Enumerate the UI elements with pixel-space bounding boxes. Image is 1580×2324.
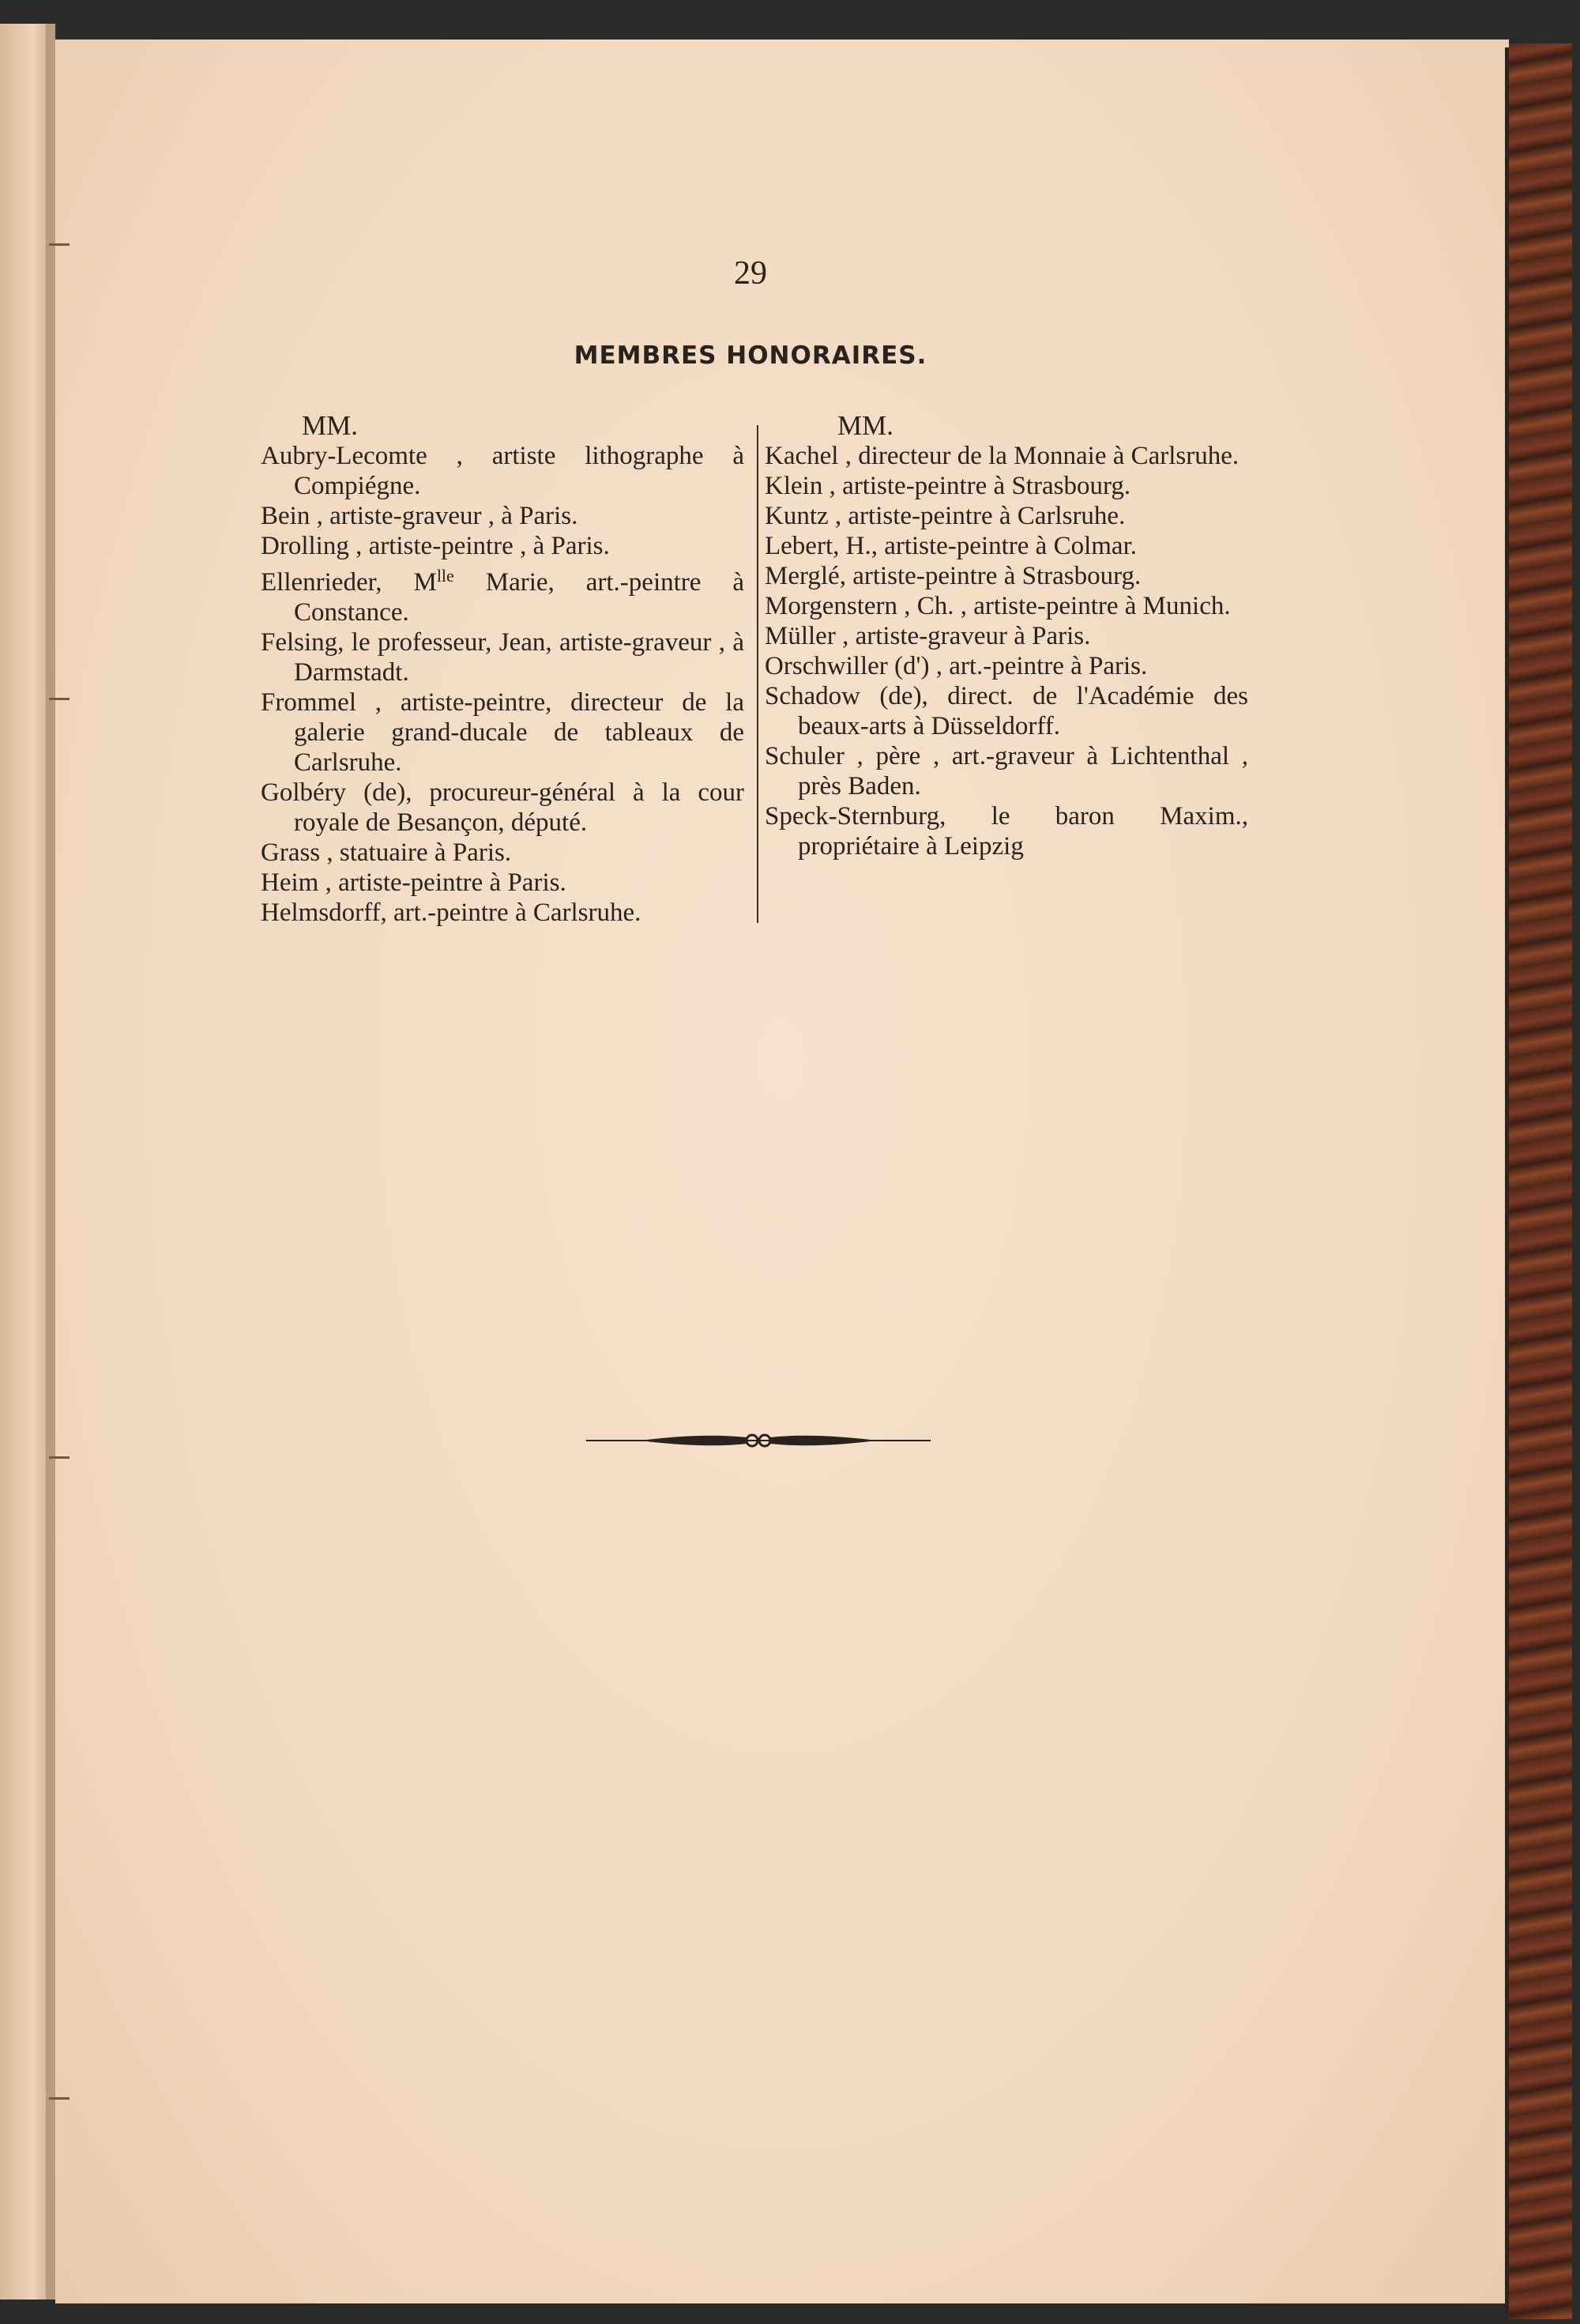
member-entry: Bein , artiste-graveur , à Paris. [261,502,578,530]
member-entry: Klein , artiste-peintre à Strasbourg. [765,472,1131,500]
member-entry: Drolling , artiste-peintre , à Paris. [261,532,610,560]
binding-stitch [49,698,70,708]
member-entry: Müller , artiste-graveur à Paris. [765,622,1091,650]
member-entry: Schadow (de), direct. de l'Académie des beaux-arts à Düsseldorff. [765,682,1248,740]
book-page [55,40,1509,2303]
left-member-column [261,411,744,928]
right-column-heading: MM. [837,410,893,441]
member-entry: Merglé, artiste-peintre à Strasbourg. [765,562,1142,590]
member-entry [261,561,744,627]
column-divider [757,425,758,923]
member-entry-rest: Marie, art.-peintre à Constance. [294,568,745,627]
member-entry: Schuler , père , art.-graveur à Lichtenthal , près Baden. [765,742,1248,800]
left-column-heading: MM. [302,410,358,441]
section-title: MEMBRES HONORAIRES. [574,341,927,370]
binding-stitch [49,1456,70,1467]
member-entry: Kachel , directeur de la Monnaie à Carlsruhe. [765,442,1240,470]
member-entry: Morgenstern , Ch. , artiste-peintre à Munich. [765,592,1231,620]
member-entry-name: Ellenrieder, M [261,568,437,597]
page-number: 29 [734,255,767,292]
binding-stitch [49,243,70,254]
member-entry: Orschwiller (d') , art.-peintre à Paris. [765,652,1148,680]
member-entry: Golbéry (de), procureur-général à la cour royale de Besançon, député. [261,778,744,837]
member-entry: Speck-Sternburg, le baron Maxim., propriétaire à Leipzig [765,802,1248,861]
member-entry: Lebert, H., artiste-peintre à Colmar. [765,532,1137,560]
ornament-divider [585,1429,932,1452]
binding-stitch [49,2097,70,2107]
member-entry: Helmsdorff, art.-peintre à Carlsruhe. [261,898,641,927]
member-entry: Heim , artiste-peintre à Paris. [261,868,566,897]
member-entry: Grass , statuaire à Paris. [261,838,512,867]
member-entry: Felsing, le professeur, Jean, artiste-graveur , à Darmstadt. [261,628,744,687]
member-entry: Kuntz , artiste-peintre à Carlsruhe. [765,502,1126,530]
right-member-column [765,411,1248,861]
marbled-cover [1509,43,1572,2319]
member-entry: Aubry-Lecomte , artiste lithographe à Compiégne. [261,442,744,500]
honorific-superscript: lle [436,566,454,586]
member-entry: Frommel , artiste-peintre, directeur de la galerie grand-ducale de tableaux de Carlsruhe. [261,688,744,777]
